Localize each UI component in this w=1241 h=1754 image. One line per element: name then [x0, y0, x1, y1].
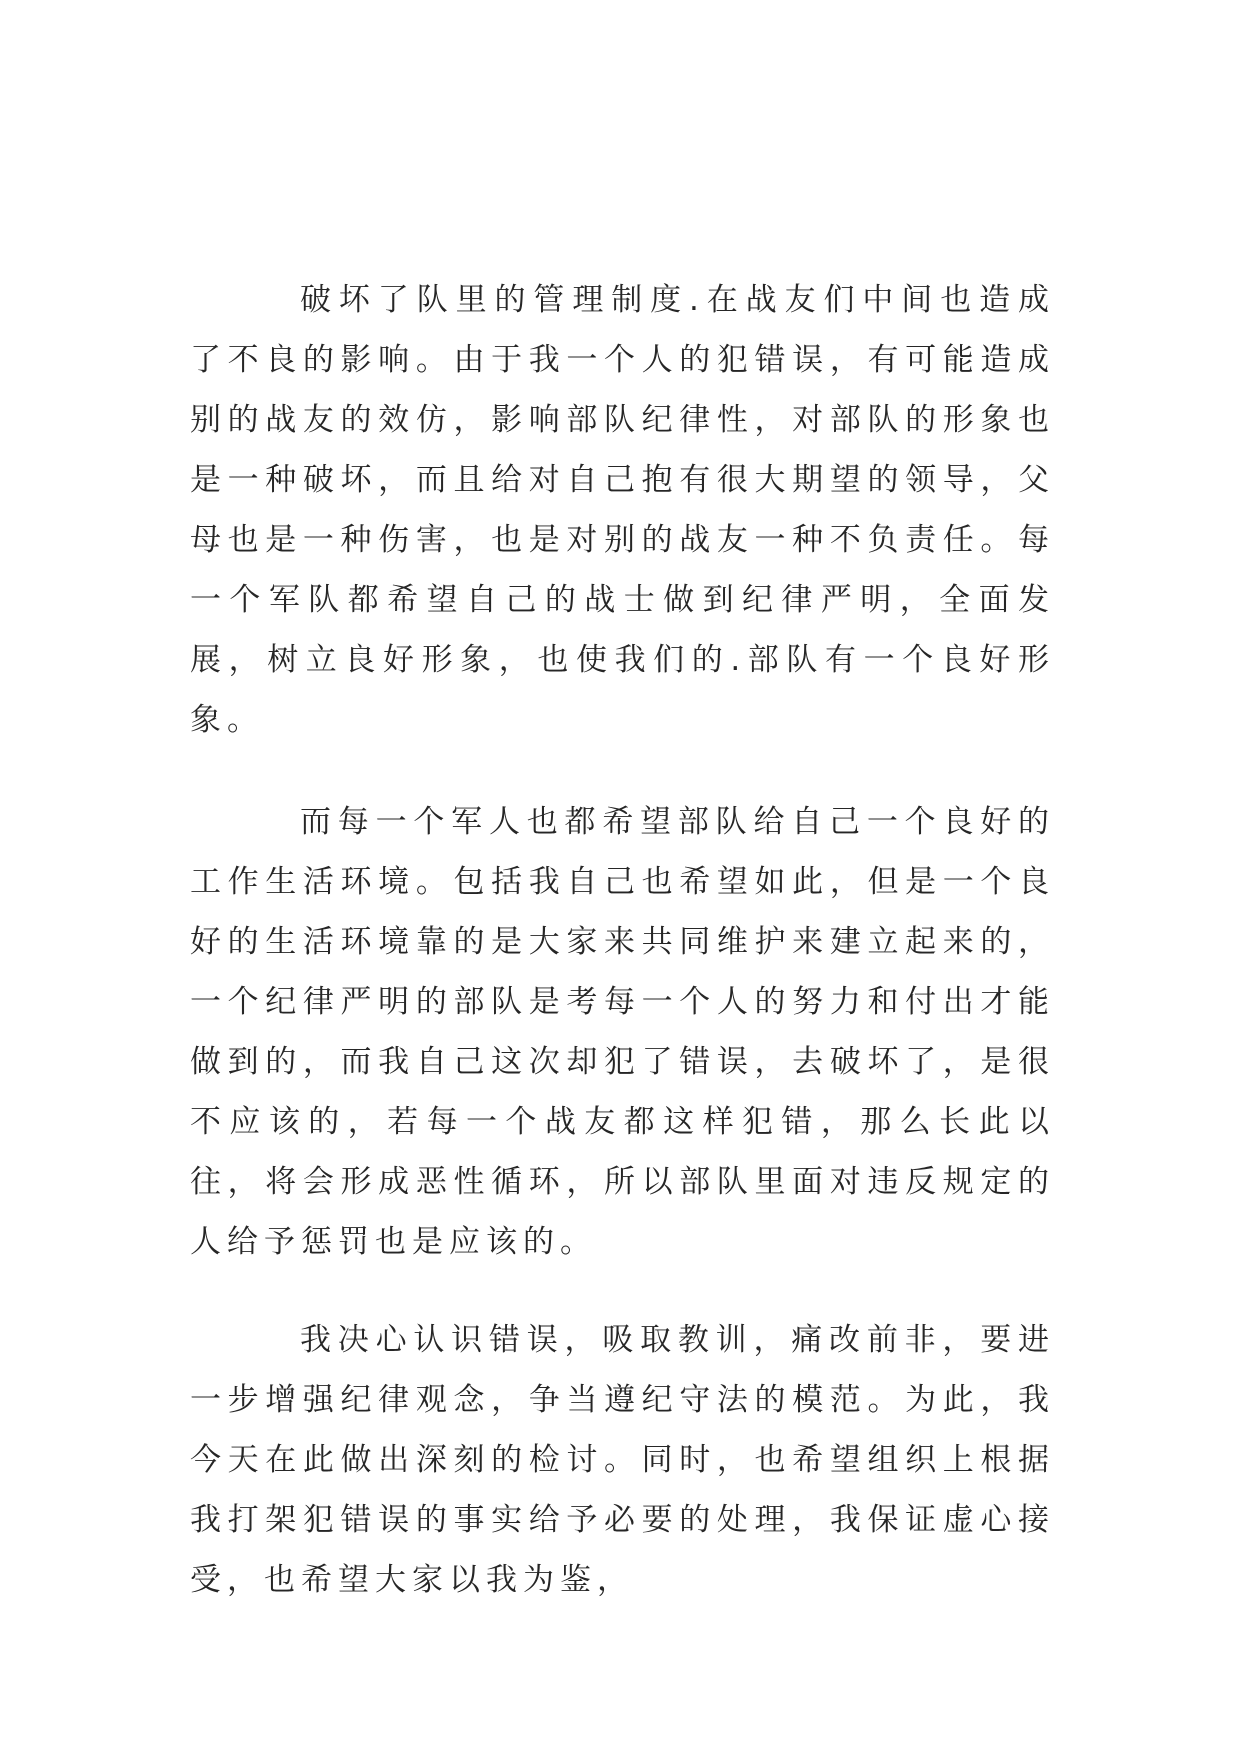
paragraph-1: 破坏了队里的管理制度.在战友们中间也造成了不良的影响。由于我一个人的犯错误，有可能造成别的战友的效仿，影响部队纪律性，对部队的形象也是一种破坏，而且给对自己抱有很大期望的领导，父母也是一种伤害，也是对别的战友一种不负责任。每一个军队都希望自己的战士做到纪律严明，全面发展，树立良好形象，也使我们的.部队有一个良好形象。 [190, 282, 1055, 738]
paragraph-2: 而每一个军人也都希望部队给自己一个良好的工作生活环境。包括我自己也希望如此，但是一个良好的生活环境靠的是大家来共同维护来建立起来的，一个纪律严明的部队是考每一个人的努力和付出才能做到的，而我自己这次却犯了错误，去破坏了，是很不应该的，若每一个战友都这样犯错，那么长此以往，将会形成恶性循环，所以部队里面对违反规定的人给予惩罚也是应该的。 [190, 804, 1055, 1260]
paragraph-3: 我决心认识错误，吸取教训，痛改前非，要进一步增强纪律观念，争当遵纪守法的模范。为此，我今天在此做出深刻的检讨。同时，也希望组织上根据我打架犯错误的事实给予必要的处理，我保证虚心接受，也希望大家以我为鉴， [190, 1322, 1055, 1598]
